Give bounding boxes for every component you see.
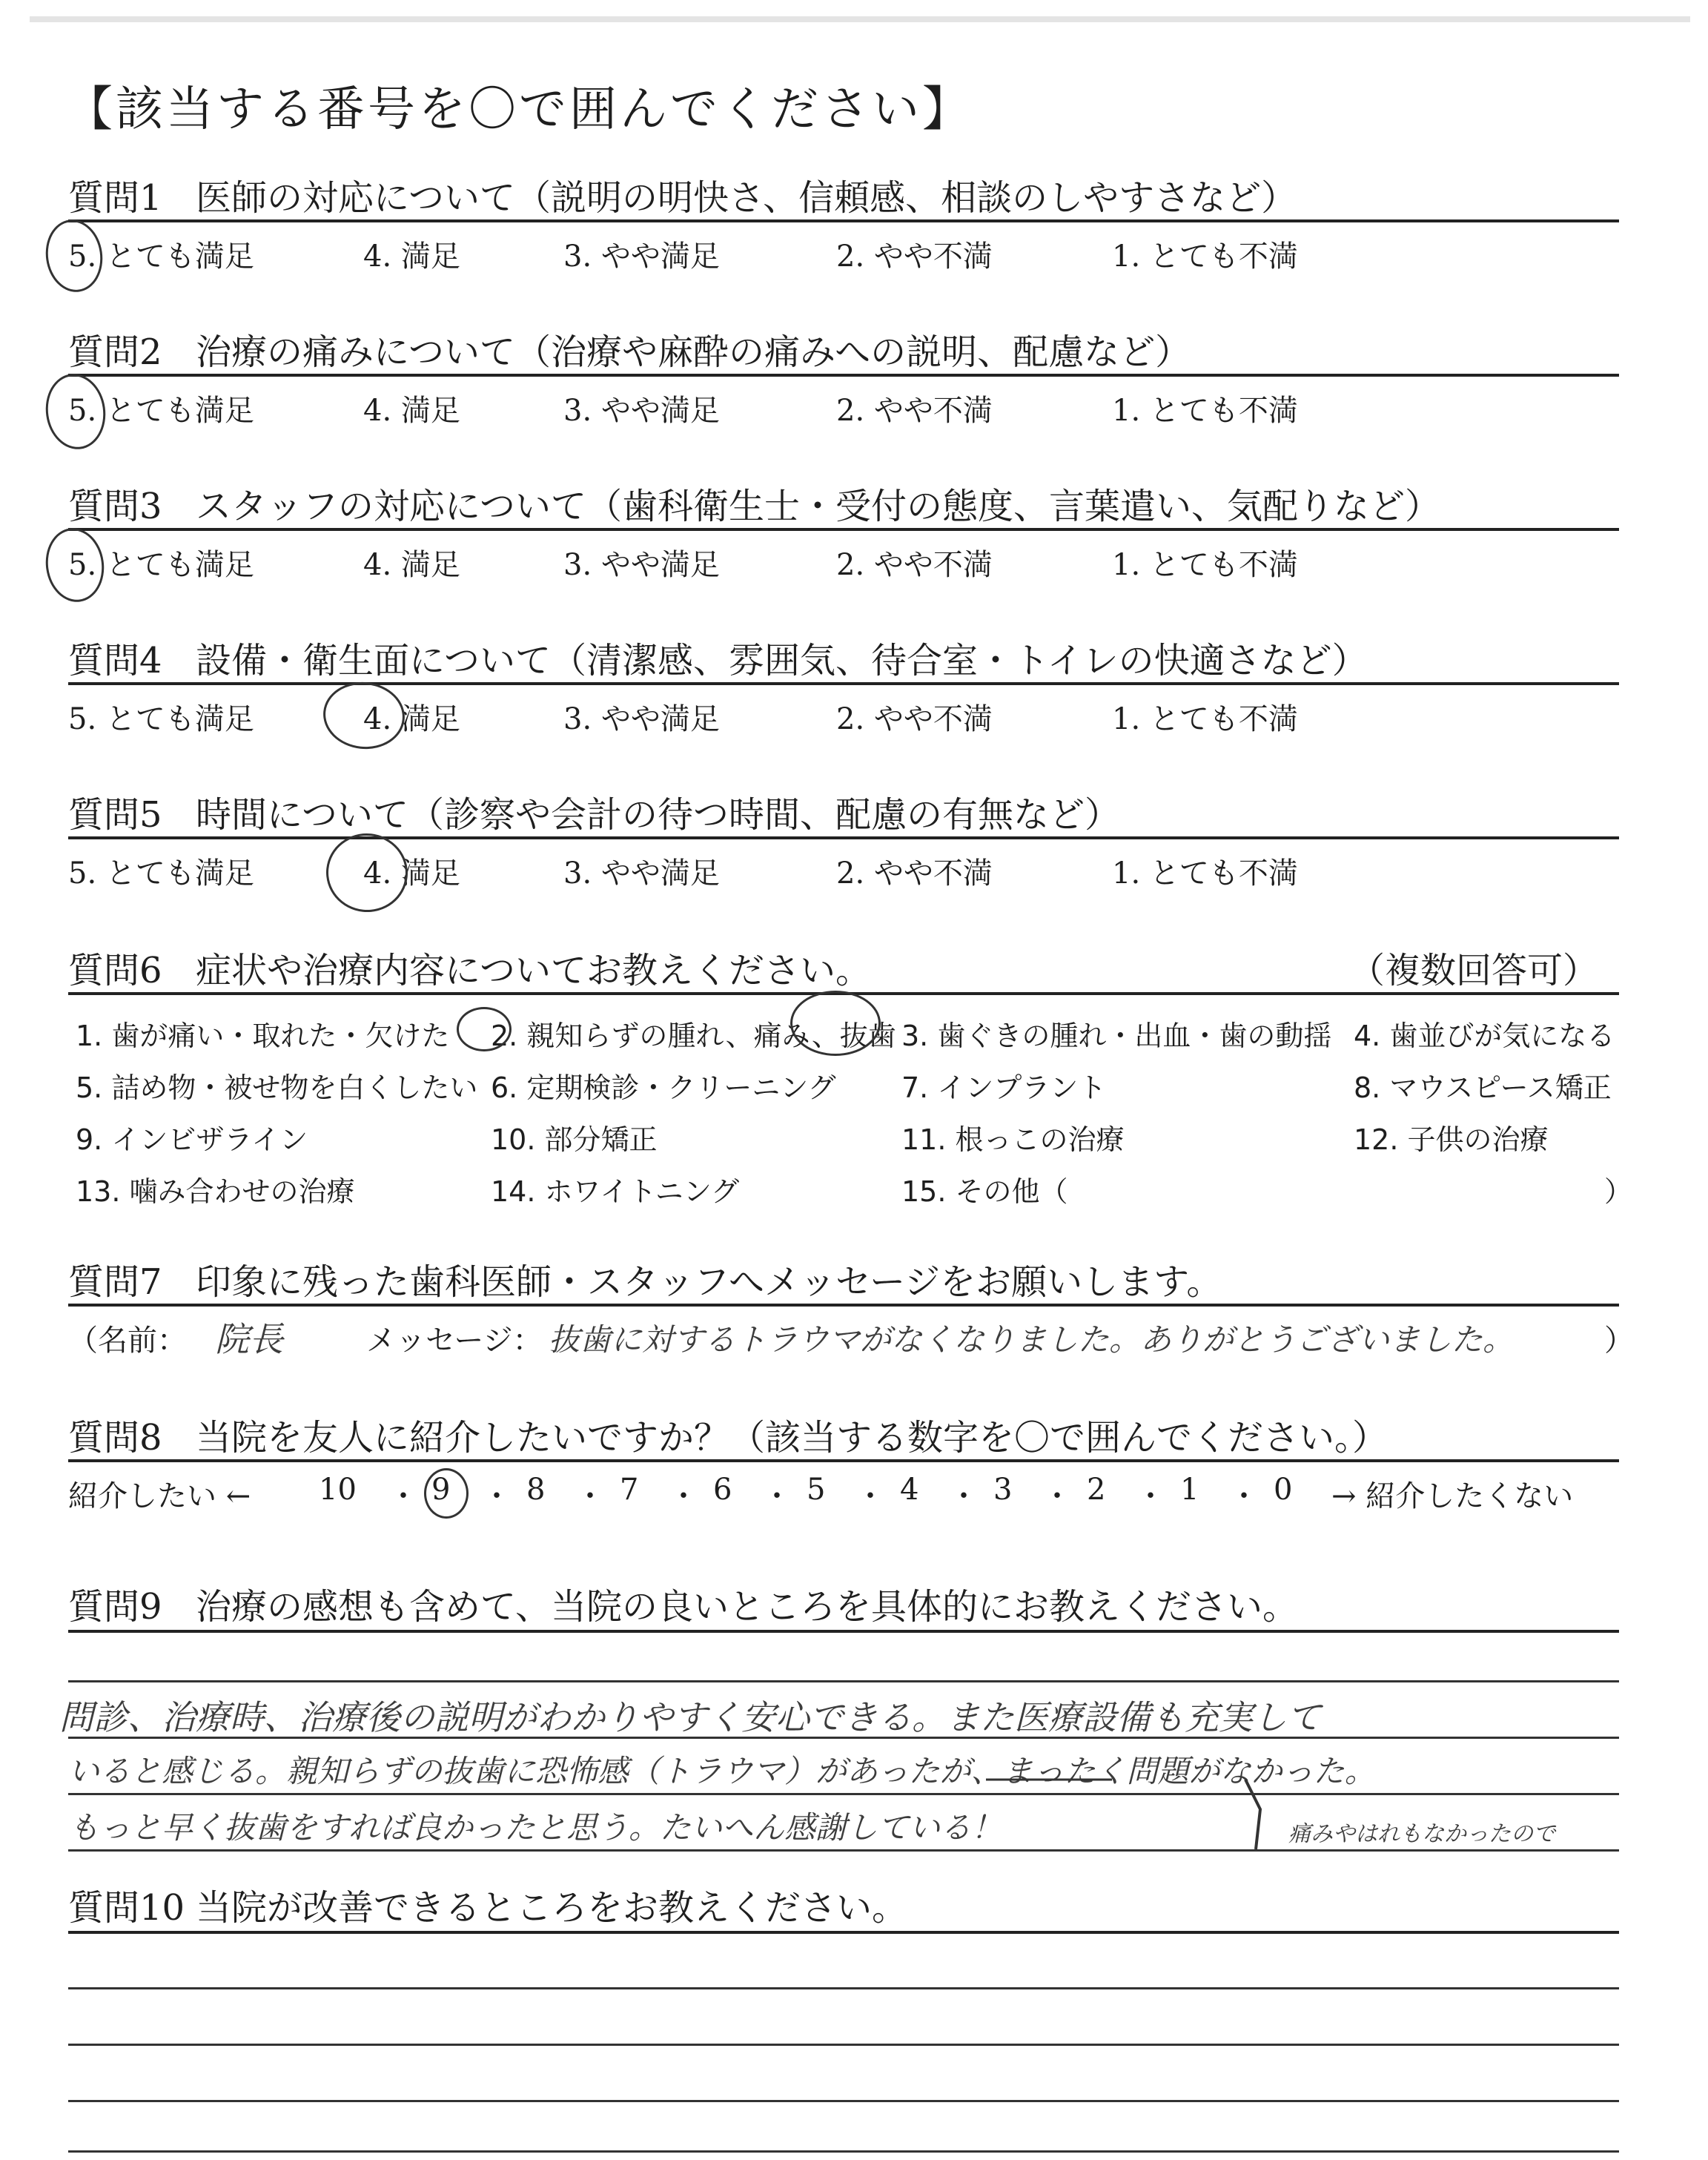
rating-option-5[interactable]: 5. とても満足 <box>68 702 254 736</box>
question-number: 質問4 <box>68 640 162 681</box>
rating-option-5[interactable]: 5. とても満足 <box>68 856 254 891</box>
selection-circle-q2 <box>41 370 110 453</box>
rating-option-5[interactable]: 5. とても満足 <box>68 548 254 582</box>
question-rule <box>68 1630 1619 1633</box>
question-rule <box>68 374 1619 377</box>
rating-option-2[interactable]: 2. やや不満 <box>836 856 993 891</box>
rating-option-5[interactable]: 5. とても満足 <box>68 394 254 428</box>
treatment-option[interactable]: 3. 歯ぐきの腫れ・出血・歯の動揺 <box>901 1020 1332 1052</box>
rating-option-3[interactable]: 3. やや満足 <box>563 702 720 736</box>
question-number: 質問6 <box>68 950 162 991</box>
question-heading <box>68 1578 1298 1629</box>
rating-option-1[interactable]: 1. とても不満 <box>1112 240 1298 274</box>
scale-number-5[interactable]: 5 <box>807 1473 826 1507</box>
scale-dot: ・ <box>482 1479 512 1513</box>
scale-dot: ・ <box>855 1479 885 1513</box>
selection-circle-q6-option2 <box>457 1007 512 1051</box>
question-number: 質問10 <box>68 1887 185 1929</box>
answer-line[interactable] <box>68 2150 1619 2153</box>
treatment-option[interactable]: 12. 子供の治療 <box>1354 1123 1549 1156</box>
question-text: 治療の痛みについて（治療や麻酔の痛みへの説明、配慮など） <box>196 331 1191 373</box>
answer-line[interactable] <box>68 1987 1619 1989</box>
scale-number-0[interactable]: 0 <box>1274 1473 1293 1507</box>
rating-option-2[interactable]: 2. やや不満 <box>836 702 993 736</box>
scale-dot: ・ <box>388 1479 418 1513</box>
answer-line <box>68 1680 1619 1682</box>
question-heading <box>68 169 1297 220</box>
treatment-option[interactable]: 7. インプラント <box>901 1071 1107 1104</box>
question-heading <box>68 942 871 993</box>
question-number: 質問8 <box>68 1417 162 1459</box>
question-text: 治療の感想も含めて、当院の良いところを具体的にお教えください。 <box>196 1586 1299 1628</box>
scale-dot: ・ <box>762 1479 792 1513</box>
question-text: 設備・衛生面について（清潔感、雰囲気、待合室・トイレの快適さなど） <box>196 640 1368 681</box>
rating-option-5[interactable]: 5. とても満足 <box>68 240 254 274</box>
scale-dot: ・ <box>575 1479 605 1513</box>
scale-dot: ・ <box>1229 1479 1259 1513</box>
selection-circle-q6-extraction <box>790 991 881 1056</box>
treatment-option[interactable]: 11. 根っこの治療 <box>901 1123 1125 1156</box>
message-value-handwritten[interactable]: 抜歯に対するトラウマがなくなりました。ありがとうございました。 <box>549 1321 1515 1358</box>
treatment-option[interactable]: 10. 部分矯正 <box>491 1123 658 1156</box>
scale-dot: ・ <box>949 1479 979 1513</box>
selection-circle-q1 <box>42 216 107 296</box>
treatment-option[interactable]: 4. 歯並びが気になる <box>1354 1020 1615 1052</box>
question-text: 時間について（診察や会計の待つ時間、配慮の有無など） <box>196 794 1121 836</box>
selection-circle-q8 <box>424 1468 469 1519</box>
rating-option-4[interactable]: 4. 満足 <box>363 394 460 428</box>
question-rule <box>68 682 1619 685</box>
scale-number-6[interactable]: 6 <box>713 1473 732 1507</box>
selection-circle-q4 <box>320 678 408 753</box>
treatment-option[interactable]: 13. 噛み合わせの治療 <box>76 1175 355 1208</box>
question-number: 質問1 <box>68 177 162 219</box>
question-rule <box>68 1304 1619 1307</box>
question-heading <box>68 478 1440 529</box>
other-close-paren: ） <box>1604 1175 1633 1208</box>
question-number: 質問3 <box>68 486 162 527</box>
q9-answer-line-2[interactable]: いると感じる。親知らずの抜歯に恐怖感（トラウマ）があったが、まったく問題がなかった。 <box>68 1753 1376 1789</box>
treatment-option[interactable]: 5. 詰め物・被せ物を白くしたい <box>76 1071 478 1104</box>
answer-line[interactable] <box>68 2100 1619 2102</box>
question-rule <box>68 219 1619 222</box>
rating-option-4[interactable]: 4. 満足 <box>363 548 460 582</box>
rating-option-1[interactable]: 1. とても不満 <box>1112 856 1298 891</box>
question-heading <box>68 1879 907 1930</box>
rating-option-2[interactable]: 2. やや不満 <box>836 548 993 582</box>
answer-line <box>68 1793 1619 1795</box>
answer-line <box>68 1849 1619 1852</box>
treatment-option[interactable]: 6. 定期検診・クリーニング <box>491 1071 836 1104</box>
question-heading <box>68 323 1191 374</box>
question-rule <box>68 528 1619 531</box>
name-value-handwritten[interactable]: 院長 <box>215 1319 283 1359</box>
page-title: 【該当する番号を〇で囲んでください】 <box>65 82 973 137</box>
scale-number-7[interactable]: 7 <box>620 1473 639 1507</box>
rating-option-1[interactable]: 1. とても不満 <box>1112 702 1298 736</box>
question-heading <box>68 632 1368 683</box>
scale-number-1[interactable]: 1 <box>1180 1473 1199 1507</box>
scale-number-3[interactable]: 3 <box>993 1473 1013 1507</box>
question-text: 症状や治療内容についてお教えください。 <box>196 950 872 991</box>
selection-circle-q3 <box>41 524 108 606</box>
answer-line[interactable] <box>68 2044 1619 2046</box>
question-heading <box>68 786 1120 837</box>
question-text: スタッフの対応について（歯科衛生士・受付の態度、言葉遣い、気配りなど） <box>196 486 1441 527</box>
rating-option-2[interactable]: 2. やや不満 <box>836 240 993 274</box>
question-text: 当院が改善できるところをお教えください。 <box>196 1887 908 1929</box>
scale-dot: ・ <box>669 1479 698 1513</box>
rating-option-3[interactable]: 3. やや満足 <box>563 240 720 274</box>
treatment-option[interactable]: 2. 親知らずの腫れ、痛み、抜歯 <box>491 1020 896 1052</box>
question-text: 印象に残った歯科医師・スタッフへメッセージをお願いします。 <box>196 1261 1222 1303</box>
scale-number-10[interactable]: 10 <box>319 1473 357 1507</box>
rating-option-4[interactable]: 4. 満足 <box>363 856 460 891</box>
rating-option-1[interactable]: 1. とても不満 <box>1112 548 1298 582</box>
question-number: 質問7 <box>68 1261 162 1303</box>
q9-answer-line-1[interactable]: 問診、治療時、治療後の説明がわかりやすく安心できる。また医療設備も充実して <box>59 1697 1321 1737</box>
scale-number-9[interactable]: 9 <box>431 1473 451 1507</box>
question-heading <box>68 1253 1222 1304</box>
rating-option-3[interactable]: 3. やや満足 <box>563 548 720 582</box>
question-heading <box>68 1409 1388 1460</box>
scale-left-label: 紹介したい ← <box>68 1479 251 1513</box>
treatment-option-other[interactable]: 15. その他（ <box>901 1175 1068 1208</box>
name-label: （名前： <box>68 1324 187 1358</box>
selection-circle-q5 <box>322 830 411 916</box>
referral-scale <box>68 1473 251 1515</box>
treatment-option[interactable]: 8. マウスピース矯正 <box>1354 1071 1612 1104</box>
message-close-paren: ） <box>1604 1324 1634 1358</box>
question-text: 医師の対応について（説明の明快さ、信頼感、相談のしやすさなど） <box>196 177 1297 219</box>
rating-option-3[interactable]: 3. やや満足 <box>563 856 720 891</box>
question-number: 質問2 <box>68 331 162 373</box>
rating-option-3[interactable]: 3. やや満足 <box>563 394 720 428</box>
scale-number-2[interactable]: 2 <box>1087 1473 1106 1507</box>
rating-option-1[interactable]: 1. とても不満 <box>1112 394 1298 428</box>
message-label: メッセージ： <box>366 1324 543 1358</box>
question-rule <box>68 1459 1619 1462</box>
treatment-option[interactable]: 1. 歯が痛い・取れた・欠けた <box>76 1020 450 1052</box>
treatment-option[interactable]: 9. インビザライン <box>76 1123 308 1156</box>
multiple-answer-note: （複数回答可） <box>1349 950 1599 991</box>
question-number: 質問5 <box>68 794 162 836</box>
scale-dot: ・ <box>1042 1479 1072 1513</box>
page-top-edge <box>30 16 1690 22</box>
q9-answer-line-3[interactable]: もっと早く抜歯をすれば良かったと思う。たいへん感謝している！ <box>68 1809 1003 1846</box>
scale-number-4[interactable]: 4 <box>900 1473 919 1507</box>
scale-right-label: → 紹介したくない <box>1331 1479 1574 1513</box>
question-number: 質問9 <box>68 1586 162 1628</box>
question-rule <box>68 1931 1619 1934</box>
question-text: 当院を友人に紹介したいですか？（該当する数字を〇で囲んでください。） <box>196 1417 1388 1459</box>
scale-dot: ・ <box>1136 1479 1165 1513</box>
rating-option-4[interactable]: 4. 満足 <box>363 702 460 736</box>
q9-insert-note[interactable]: 痛みやはれもなかったので <box>1288 1821 1555 1847</box>
rating-option-2[interactable]: 2. やや不満 <box>836 394 993 428</box>
rating-option-4[interactable]: 4. 満足 <box>363 240 460 274</box>
treatment-option[interactable]: 14. ホワイトニング <box>491 1175 740 1208</box>
scale-number-8[interactable]: 8 <box>526 1473 546 1507</box>
question-rule <box>68 836 1619 839</box>
